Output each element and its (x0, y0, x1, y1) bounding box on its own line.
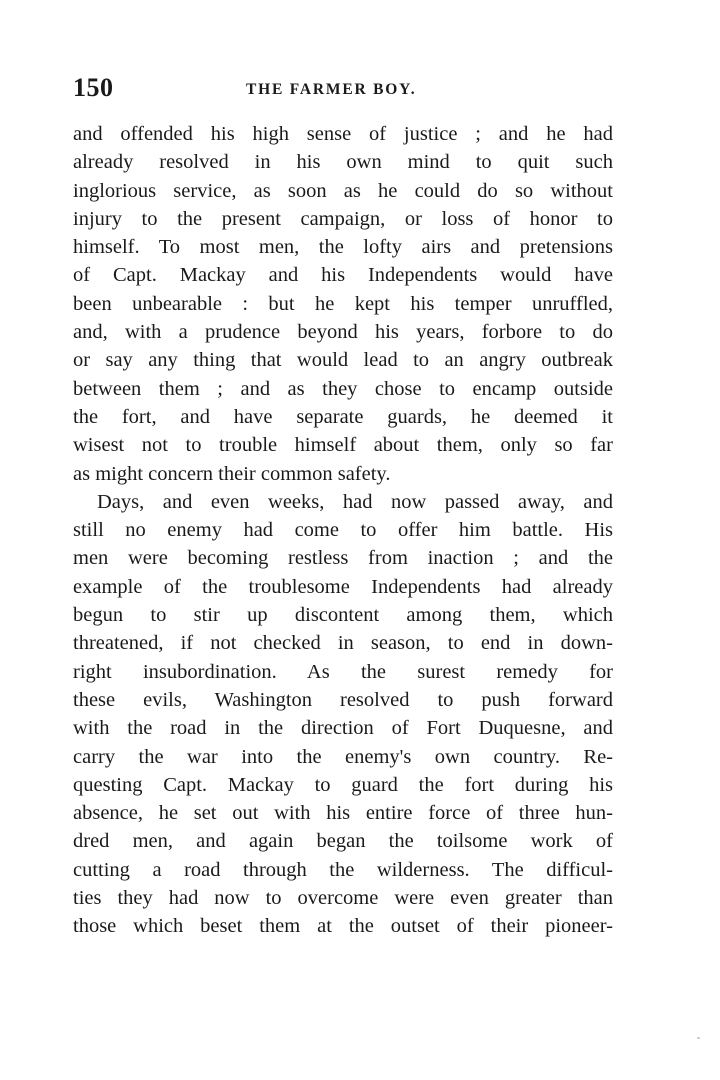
paper-speck (697, 1037, 700, 1039)
text-line: already resolved in his own mind to quit such (73, 151, 613, 174)
text-line: or say any thing that would lead to an angry outbreak (73, 349, 613, 372)
text-line: wisest not to trouble himself about them, only so far (73, 434, 613, 457)
text-line: cutting a road through the wilderness. The difficul- (73, 858, 613, 881)
body-text (73, 120, 613, 941)
text-line: those which beset them at the outset of their pioneer- (73, 915, 613, 938)
text-line: between them ; and as they chose to encamp outside (73, 377, 613, 400)
text-line: with the road in the direction of Fort Duquesne, and (73, 717, 613, 740)
text-line: injury to the present campaign, or loss of honor to (73, 207, 613, 230)
text-line: dred men, and again began the toilsome work of (73, 830, 613, 853)
text-line: of Capt. Mackay and his Independents would have (73, 264, 613, 287)
text-line: as might concern their common safety. (73, 462, 391, 485)
text-line: questing Capt. Mackay to guard the fort during his (73, 773, 613, 796)
text-line: and, with a prudence beyond his years, forbore to do (73, 321, 613, 344)
text-line: example of the troublesome Independents had already (73, 575, 613, 598)
text-line: Days, and even weeks, had now passed away, and (97, 490, 613, 513)
text-line: ties they had now to overcome were even greater than (73, 887, 613, 910)
running-title: THE FARMER BOY. (246, 81, 417, 98)
text-line: men were becoming restless from inaction ; and the (73, 547, 613, 570)
text-line: right insubordination. As the surest remedy for (73, 660, 613, 683)
text-line: and offended his high sense of justice ; and he had (73, 123, 613, 145)
text-line: threatened, if not checked in season, to end in down- (73, 632, 613, 655)
text-line: been unbearable : but he kept his temper unruffled, (73, 292, 613, 315)
text-line: the fort, and have separate guards, he deemed it (73, 405, 613, 428)
page-number: 150 (73, 73, 114, 102)
text-line: begun to stir up discontent among them, which (73, 604, 613, 627)
text-line: still no enemy had come to offer him battle. His (73, 519, 613, 542)
text-line: himself. To most men, the lofty airs and pretensions (73, 236, 613, 259)
text-line: carry the war into the enemy's own country. Re- (73, 745, 613, 768)
text-line: absence, he set out with his entire force of three hun- (73, 802, 613, 825)
text-line: these evils, Washington resolved to push forward (73, 688, 613, 711)
text-line: inglorious service, as soon as he could do so without (73, 179, 613, 202)
running-head (73, 70, 613, 106)
